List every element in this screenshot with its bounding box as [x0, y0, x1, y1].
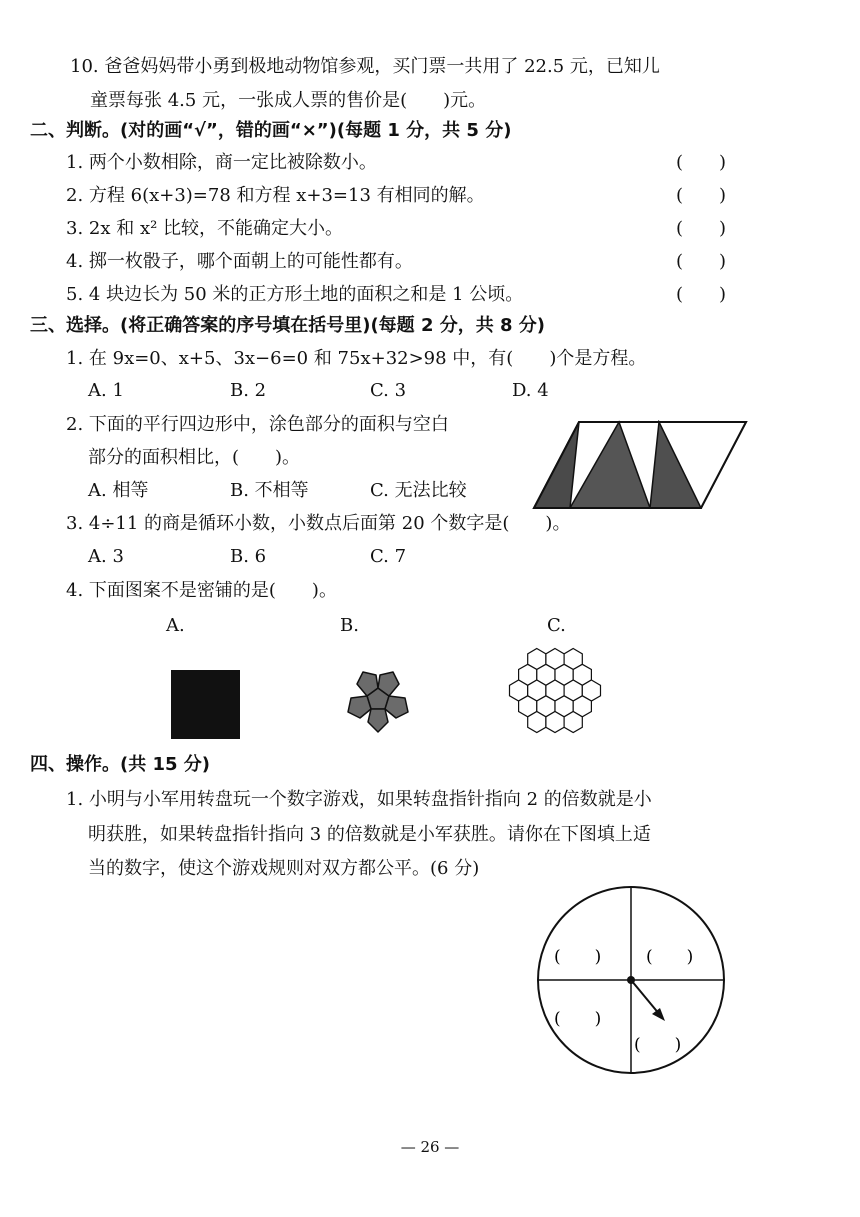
choice-q3-option-c[interactable]: C. 7	[370, 546, 407, 567]
judge-item-1: 1. 两个小数相除，商一定比被除数小。	[66, 152, 377, 173]
choice-q2-option-a[interactable]: A. 相等	[88, 480, 149, 501]
section3-title: 三、选择。(将正确答案的序号填在括号里)(每题 2 分，共 8 分)	[30, 315, 546, 336]
choice-q3-option-b[interactable]: B. 6	[230, 546, 267, 567]
section2-title: 二、判断。(对的画“√”，错的画“×”)(每题 1 分，共 5 分)	[30, 120, 512, 141]
tiling-label-a: A.	[166, 615, 185, 636]
judge-blank-1[interactable]: ( )	[676, 152, 727, 173]
judge-item-4: 4. 掷一枚骰子，哪个面朝上的可能性都有。	[66, 251, 413, 272]
q10-line1: 10. 爸爸妈妈带小勇到极地动物馆参观，买门票一共用了 22.5 元，已知儿	[70, 56, 660, 77]
judge-item-3: 3. 2x 和 x² 比较，不能确定大小。	[66, 218, 344, 239]
spinner-pointer	[631, 980, 660, 1015]
choice-q2-line2: 部分的面积相比，( )。	[88, 447, 301, 468]
hexagon-cell	[546, 712, 564, 733]
hexagon-cell	[564, 712, 582, 733]
judge-blank-3[interactable]: ( )	[676, 218, 727, 239]
op-q1-line2: 明获胜，如果转盘指针指向 3 的倍数就是小军获胜。请你在下图填上适	[88, 824, 651, 845]
choice-q2-line1: 2. 下面的平行四边形中，涂色部分的面积与空白	[66, 414, 449, 435]
spinner-blank-top-right[interactable]: ( )	[646, 947, 694, 967]
judge-blank-2[interactable]: ( )	[676, 185, 727, 206]
choice-q2-option-b[interactable]: B. 不相等	[230, 480, 309, 501]
spinner-wheel	[536, 884, 726, 1076]
choice-q1: 1. 在 9x=0、x+5、3x−6=0 和 75x+32>98 中，有( )个是方程。	[66, 348, 647, 369]
spinner-blank-bottom-left[interactable]: ( )	[554, 1009, 602, 1029]
tiling-figure-b-pentagons[interactable]	[333, 660, 423, 746]
judge-item-5: 5. 4 块边长为 50 米的正方形土地的面积之和是 1 公顷。	[66, 284, 524, 305]
choice-q3-option-a[interactable]: A. 3	[88, 546, 124, 567]
q10-line2: 童票每张 4.5 元，一张成人票的售价是( )元。	[90, 90, 487, 111]
choice-q2-option-c[interactable]: C. 无法比较	[370, 480, 467, 501]
op-q1-line3: 当的数字，使这个游戏规则对双方都公平。(6 分)	[88, 858, 480, 879]
op-q1-line1: 1. 小明与小军用转盘玩一个数字游戏，如果转盘指针指向 2 的倍数就是小	[66, 789, 652, 810]
choice-q1-option-a[interactable]: A. 1	[88, 380, 124, 401]
choice-q1-option-c[interactable]: C. 3	[370, 380, 407, 401]
parallelogram-figure	[532, 420, 748, 512]
choice-q3: 3. 4÷11 的商是循环小数，小数点后面第 20 个数字是( )。	[66, 513, 571, 534]
choice-q1-option-d[interactable]: D. 4	[512, 380, 549, 401]
judge-item-2: 2. 方程 6(x+3)=78 和方程 x+3=13 有相同的解。	[66, 185, 485, 206]
tiling-label-b: B.	[340, 615, 359, 636]
hexagon-cell	[528, 712, 546, 733]
section4-title: 四、操作。(共 15 分)	[30, 754, 211, 775]
judge-blank-4[interactable]: ( )	[676, 251, 727, 272]
tiling-label-c: C.	[547, 615, 566, 636]
choice-q4: 4. 下面图案不是密铺的是( )。	[66, 580, 337, 601]
judge-blank-5[interactable]: ( )	[676, 284, 727, 305]
spinner-blank-bottom-right[interactable]: ( )	[634, 1035, 682, 1055]
tiling-figure-a-square[interactable]	[171, 670, 240, 739]
spinner-blank-top-left[interactable]: ( )	[554, 947, 602, 967]
choice-q1-option-b[interactable]: B. 2	[230, 380, 267, 401]
page-number: — 26 —	[400, 1138, 460, 1156]
tiling-figure-c-hexagons[interactable]	[505, 645, 605, 745]
